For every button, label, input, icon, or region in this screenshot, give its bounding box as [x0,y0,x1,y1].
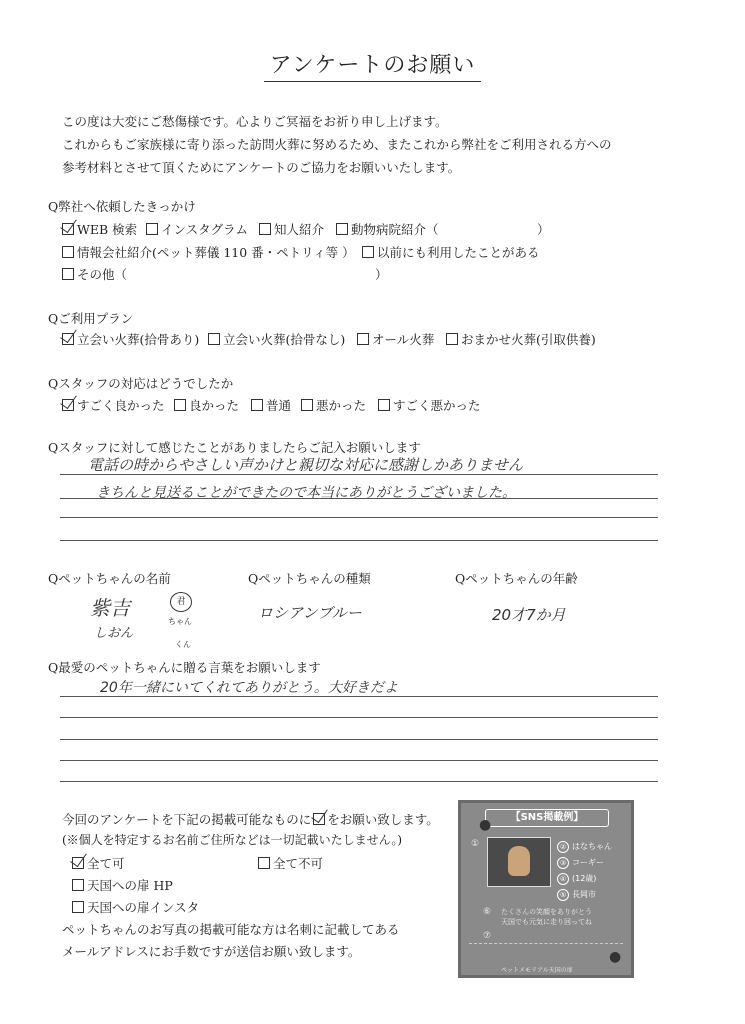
q1-option-instagram[interactable]: インスタグラム [146,220,248,238]
q1-vet-close: ） [537,222,550,237]
answer-line [60,474,658,475]
sns-num-7: ⑦ [483,931,492,941]
q2-option-4[interactable]: おまかせ火葬(引取供養) [446,330,596,348]
checkbox[interactable] [208,333,220,345]
pet-type-value[interactable]: ロシアンブルー [258,604,362,622]
sns-footer: ペットメモリアル天国の扉 [501,967,573,974]
q3-option-2[interactable]: 良かった [174,396,239,414]
q1-option-vet[interactable]: 動物病院紹介（ [336,220,439,238]
q3-option-1[interactable]: すごく良かった [62,396,165,414]
consent-line-1: 今回のアンケートを下記の掲載可能なものに をお願い致します。 [62,812,439,827]
consent-option-hp[interactable]: 天国への扉 HP [72,876,173,894]
circled-honorific: 君 [170,592,192,612]
chan-label: ちゃん [168,617,192,626]
sns-sample-photo [487,837,551,887]
checkbox[interactable] [301,399,313,411]
sns-item-breed: ③ コーギー [557,857,604,869]
consent-option-none[interactable]: 全て不可 [258,854,323,872]
pet-name-label: Qペットちゃんの名前 [48,571,171,586]
sns-num-6: ⑥ [483,907,492,917]
checkbox[interactable] [357,333,369,345]
checkbox[interactable] [62,333,74,345]
checkbox[interactable] [446,333,458,345]
q1-option-info[interactable]: 情報会社紹介(ペット葬儀 110 番・ペトリィ等 ） [62,243,355,261]
paw-icon: ● [479,817,492,833]
sns-item-name: ② はなちゃん [557,841,612,853]
pet-name-kanji[interactable]: 紫吉 [90,596,130,620]
q1-option-other[interactable]: その他（ [62,265,127,283]
kun-label: くん [175,640,191,649]
checkbox[interactable] [362,246,374,258]
checkbox[interactable] [72,901,84,913]
pet-age-value[interactable]: 20才7か月 [492,606,566,624]
sns-item-city: ⑤ 長岡市 [557,889,596,901]
intro-line: この度は大変にご愁傷様です。心よりご冥福をお祈り申し上げます。 [62,114,448,129]
q3-option-3[interactable]: 普通 [251,396,291,414]
q4-answer-line-1[interactable]: 電話の時からやさしい声かけと親切な対応に感謝しかありません [88,456,524,474]
q3-option-4[interactable]: 悪かった [301,396,366,414]
q4-label: Qスタッフに対して感じたことがありましたらご記入お願いします [48,440,421,455]
photo-note-1: ペットちゃんのお写真の掲載可能な方は名刺に記載してある [62,922,400,937]
checkbox[interactable] [62,399,74,411]
q1-other-close: ） [375,267,388,282]
sns-divider [469,943,623,944]
answer-line [60,696,658,697]
q3-option-5[interactable]: すごく悪かった [378,396,481,414]
q4-answer-line-2[interactable]: きちんと見送ることができたので本当にありがとうございました。 [96,485,516,501]
answer-line [60,717,658,718]
intro-line: これからもご家族様に寄り添った訪問火葬に努めるため、またこれから弊社をご利用される方への [62,137,612,152]
checkbox[interactable] [146,223,158,235]
checkbox[interactable] [62,246,74,258]
checkbox[interactable] [62,223,74,235]
consent-option-all[interactable]: 全て可 [72,854,125,872]
answer-line [60,760,658,761]
answer-line [60,517,658,518]
sns-num-1: ① [471,839,480,849]
photo-note-2: メールアドレスにお手数ですが送信お願い致します。 [62,944,361,959]
q1-label: Q弊社へ依頼したきっかけ [48,199,196,214]
pet-name-kana[interactable]: しおん [94,626,134,641]
sns-item-age: ④ (12歳) [557,873,596,885]
q1-option-repeat[interactable]: 以前にも利用したことがある [362,243,540,261]
paw-icon: ● [609,949,622,965]
checkbox[interactable] [251,399,263,411]
intro-line: 参考材料とさせて頂くためにアンケートのご協力をお願いいたします。 [62,160,461,175]
answer-line [60,540,658,541]
q2-label: Qご利用プラン [48,311,134,326]
checkbox[interactable] [72,857,84,869]
checkbox[interactable] [336,223,348,235]
q3-label: Qスタッフの対応はどうでしたか [48,376,234,391]
answer-line [60,498,658,499]
sns-example-card [458,800,634,978]
sns-header: 【SNS掲載例】 [485,809,609,827]
sns-message: たくさんの笑顔をありがとう 天国でも元気に走り回ってね [501,908,592,926]
checkbox[interactable] [259,223,271,235]
dog-image [508,846,530,876]
intro-text [62,110,612,179]
checkbox[interactable] [378,399,390,411]
consent-line-2: (※個人を特定するお名前ご住所などは一切記載いたしません。) [62,833,403,847]
q1-option-web[interactable]: WEB 検索 [62,220,137,238]
consent-option-insta[interactable]: 天国への扉インスタ [72,898,199,916]
answer-line [60,781,658,782]
q2-option-3[interactable]: オール火葬 [357,330,434,348]
checkbox[interactable] [62,268,74,280]
pet-age-label: Qペットちゃんの年齢 [455,571,578,586]
checkbox[interactable] [258,857,270,869]
q2-option-2[interactable]: 立会い火葬(拾骨なし) [208,330,345,348]
q6-label: Q最愛のペットちゃんに贈る言葉をお願いします [48,660,321,675]
checkbox-example [313,813,325,825]
checkbox[interactable] [72,879,84,891]
q6-answer[interactable]: 20年一緒にいてくれてありがとう。大好きだよ [100,680,398,696]
page-title: アンケートのお願い [0,48,745,79]
checkbox[interactable] [174,399,186,411]
q2-option-1[interactable]: 立会い火葬(拾骨あり) [62,330,199,348]
answer-line [60,739,658,740]
pet-type-label: Qペットちゃんの種類 [248,571,371,586]
q1-option-friend[interactable]: 知人紹介 [259,220,324,238]
